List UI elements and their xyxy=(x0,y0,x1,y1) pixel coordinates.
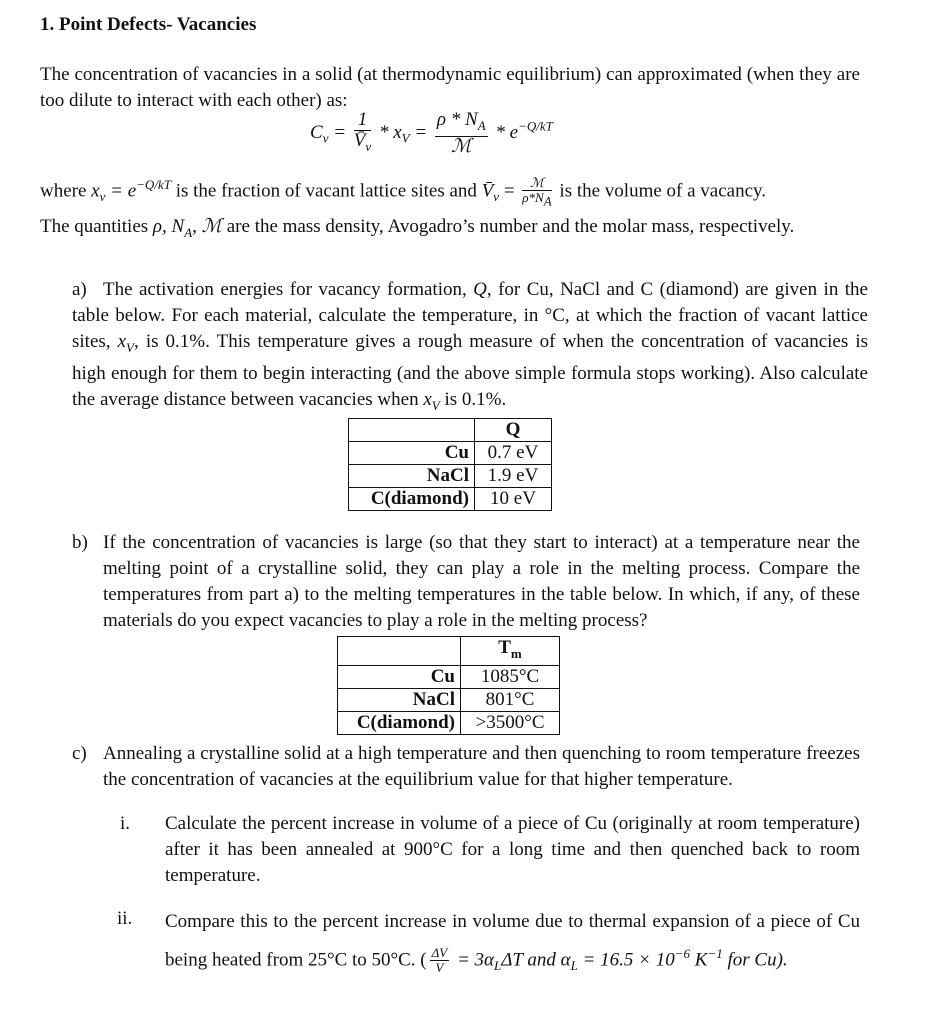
part-c-ii-label: ii. xyxy=(117,908,133,929)
part-b-text: If the concentration of vacancies is large (so that they start to interact) at a temperature near the melting point of a crystalline solid, they can play a role in the melting process. Compare the temperatures from part a) to the melting temperatures in the table below. In which, if any, of these materials do you expect vacancies to play a role in the melting process? xyxy=(103,532,860,631)
table-row: Cu 0.7 eV xyxy=(349,442,552,465)
activation-energy-table xyxy=(348,418,552,511)
intro-paragraph: The concentration of vacancies in a solid (at thermodynamic equilibrium) can approximated (when they are too dilute to interact with each other) as: xyxy=(40,64,860,111)
table-row: NaCl 801°C xyxy=(338,688,560,711)
part-b-label: b) xyxy=(72,532,88,553)
part-a-label: a) xyxy=(72,279,87,300)
part-c-ii-text: Compare this to the percent increase in volume due to thermal expansion of a piece of Cu being heated from 25°C to 50°C. ( $\frac{\Delta V}{V}$ = $3\alpha_L\Delta T$ and $\alpha_L = 16.5 \times 10^{-6}$ $K^{-1}$ for Cu). xyxy=(165,911,860,976)
section-title: 1. Point Defects- Vacancies xyxy=(40,14,257,35)
part-c-text: Annealing a crystalline solid at a high temperature and then quenching to room temperature freezes the concentration of vacancies at the equilibrium value for that higher temperature. xyxy=(103,743,860,790)
vacancy-concentration-formula: $C_v$ = $\frac{1}{V̄_v}$ * $x_V$ = $\frac{\rho * N_A}{\text{ℳ}}$ * $e^{-Q/kT}$ xyxy=(310,109,553,157)
table-row: C(diamond) 10 eV xyxy=(349,488,552,511)
table-row: C(diamond) >3500°C xyxy=(338,711,560,734)
melting-temperature-table xyxy=(337,636,560,735)
table-header-tm: $T_m$ xyxy=(461,637,560,666)
part-c-i-text: Calculate the percent increase in volume of a piece of Cu (originally at room temperature) after it has been annealed at 900°C for a long time and then quenched back to room temperature. xyxy=(165,813,860,886)
where-line: where $x_v = e^{-Q/kT}$ is the fraction of vacant lattice sites and $V̄_v$ = $\frac{\text{ℳ}}{\rho*N_A}$ is the volume of a vacancy. xyxy=(40,174,767,209)
part-c-i-label: i. xyxy=(120,813,131,834)
part-a-text: The activation energies for vacancy formation, Q, for Cu, NaCl and C (diamond) are given in the table below. For each material, calculate the temperature, in °C, at which the fraction of vacant lattice sites, $x_V$, is 0.1%. This temperature gives a rough measure of when the concentration of vacancies is high enough for them to begin interacting (and the above simple formula stops working). Also calculate the average distance between vacancies when $x_V$ is 0.1%. xyxy=(72,279,868,413)
table-row: NaCl 1.9 eV xyxy=(349,465,552,488)
table-header-q: Q xyxy=(475,419,552,442)
part-c-label: c) xyxy=(72,743,87,764)
quantities-paragraph: The quantities ρ, $N_A$, ℳ are the mass density, Avogadro’s number and the molar mass, respectively. xyxy=(40,216,795,240)
table-row: Cu 1085°C xyxy=(338,665,560,688)
